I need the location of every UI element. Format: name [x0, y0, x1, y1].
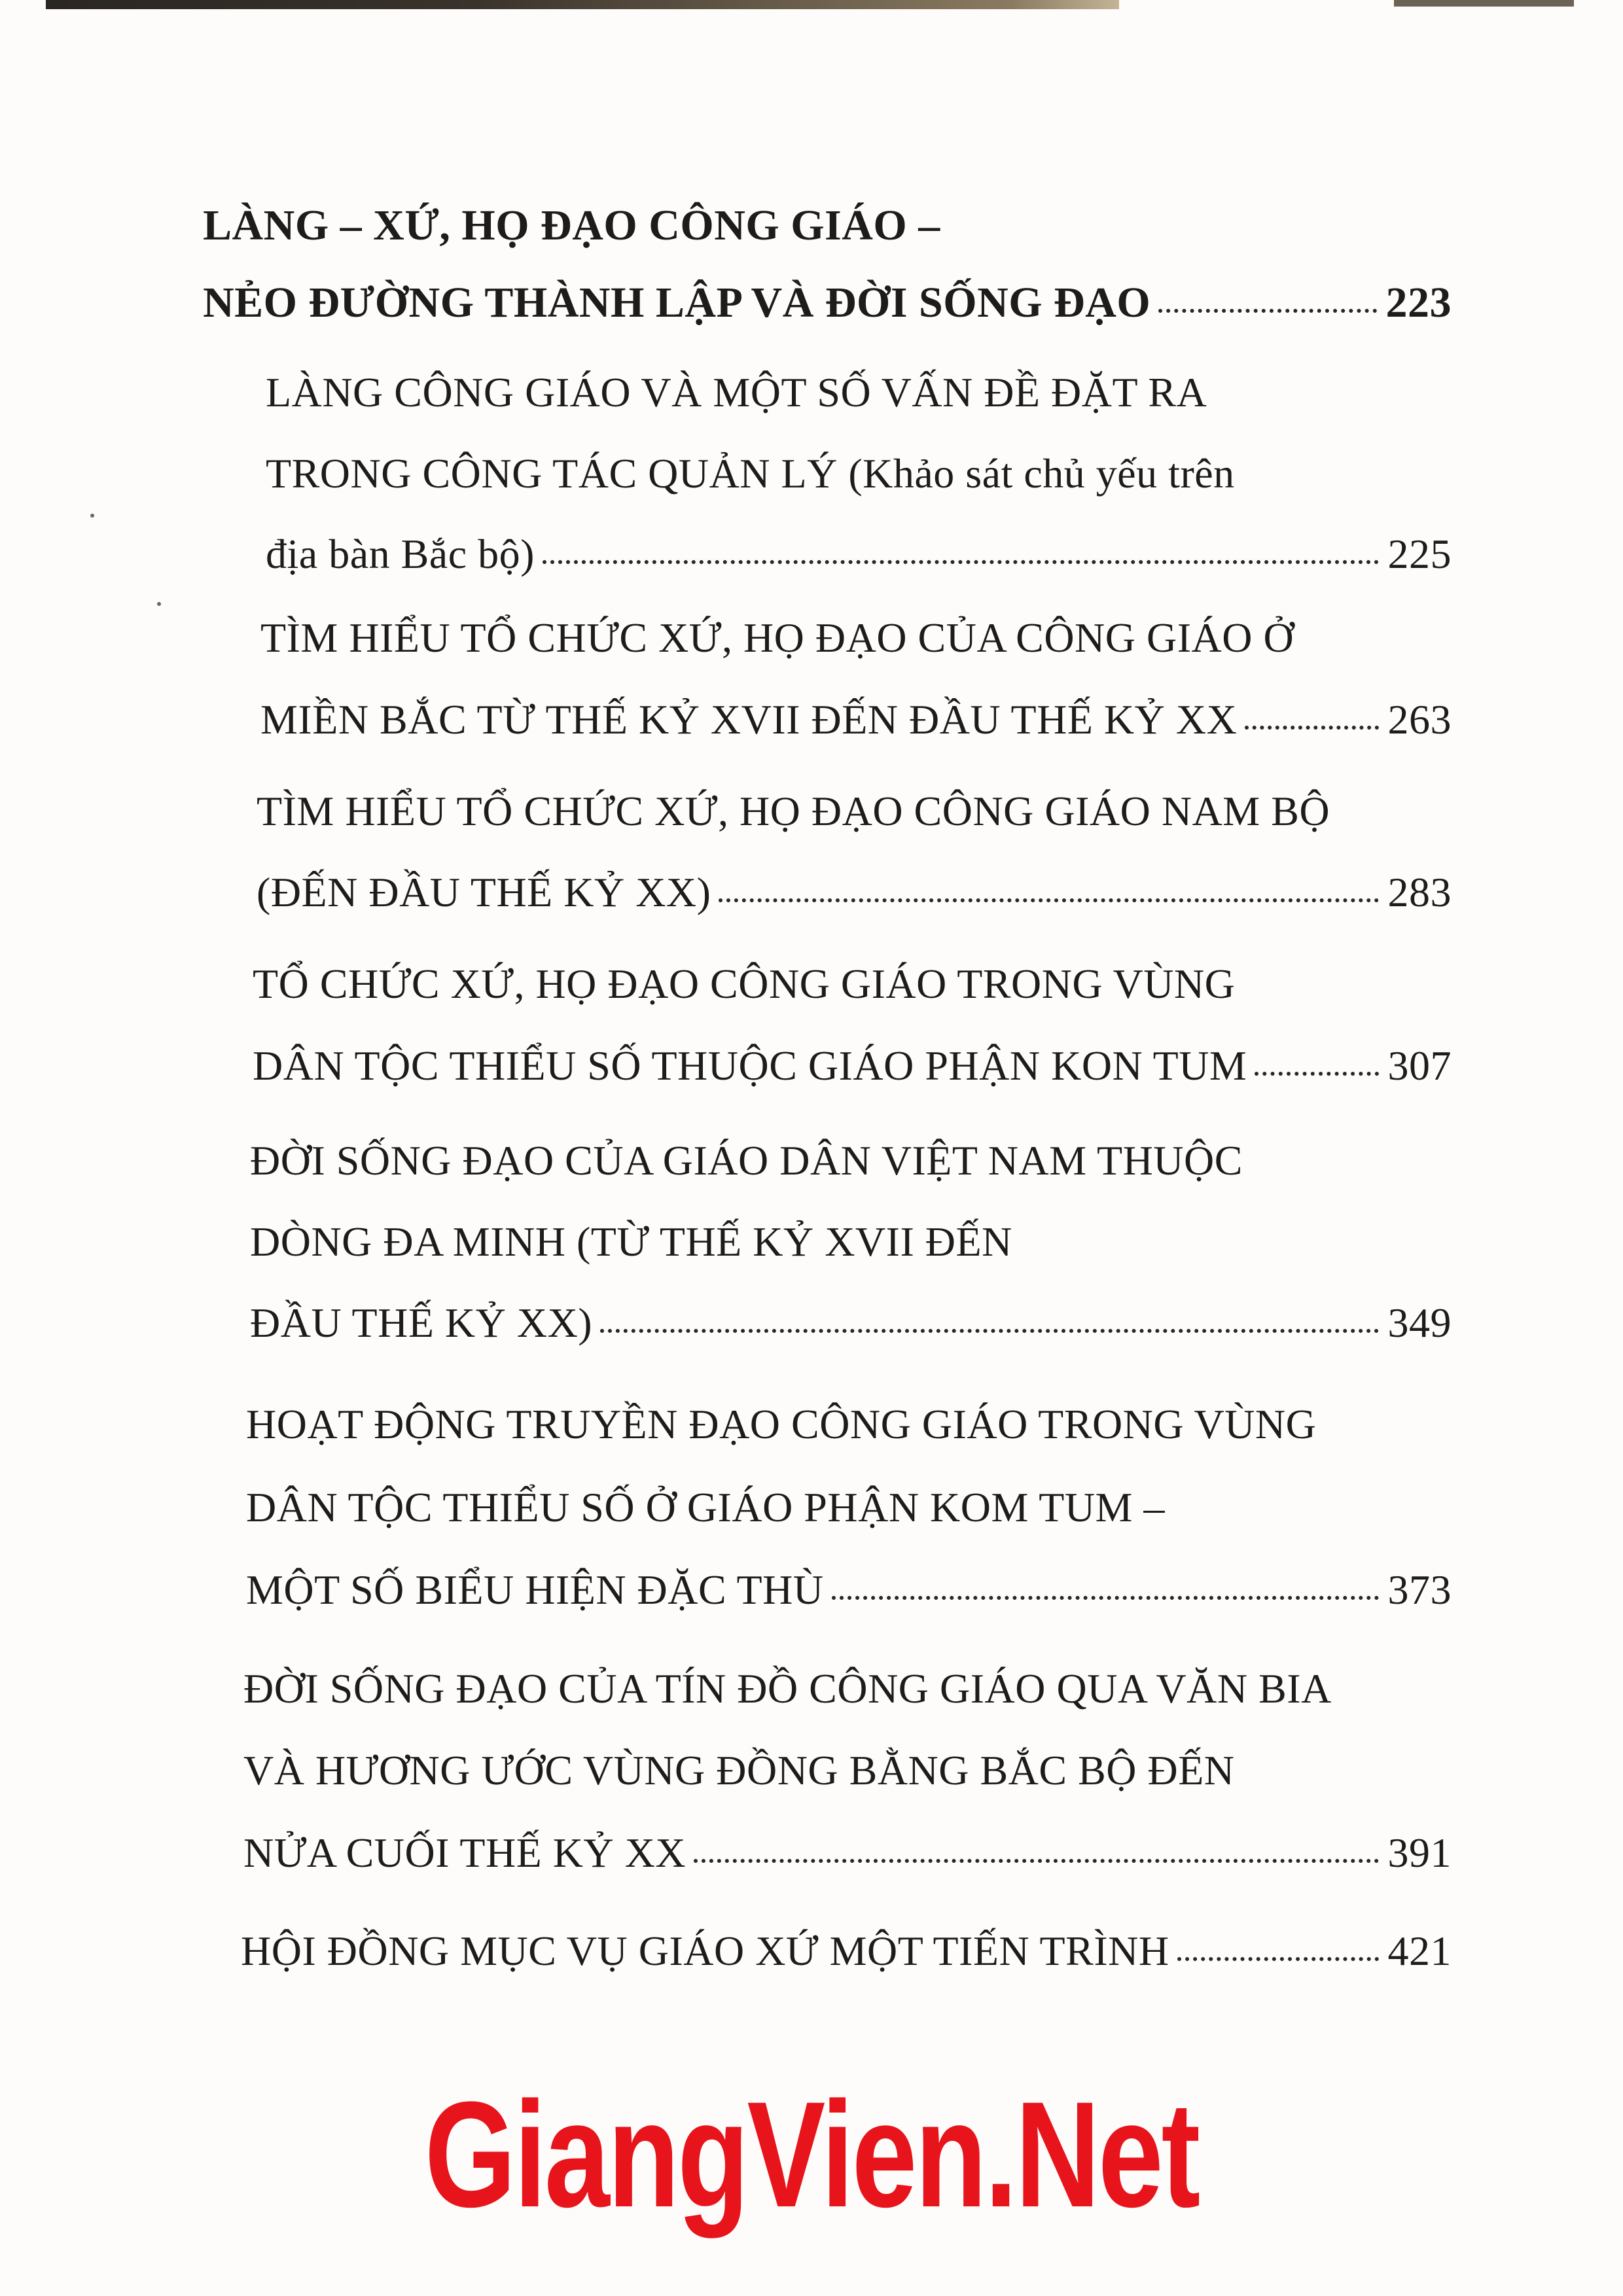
dot-leader [694, 1859, 1378, 1863]
toc-entry-line [246, 1566, 1452, 1613]
dot-leader [1255, 1072, 1378, 1076]
page-number: 391 [1387, 1829, 1452, 1876]
dot-leader [1177, 1957, 1379, 1961]
entry-title-text: DÂN TỘC THIỂU SỐ THUỘC GIÁO PHẬN KON TUM [253, 1042, 1247, 1089]
entry-title-text: VÀ HƯƠNG ƯỚC VÙNG ĐỒNG BẰNG BẮC BỘ ĐẾN [243, 1747, 1235, 1793]
page-number: 349 [1387, 1299, 1452, 1346]
watermark-logo: GiangVien.Net [424, 2070, 1199, 2238]
page-number: 283 [1387, 869, 1452, 915]
toc-entry-line [260, 614, 1294, 661]
entry-title-text: DÂN TỘC THIỂU SỐ Ở GIÁO PHẬN KOM TUM – [246, 1484, 1165, 1530]
toc-entry-line [243, 1665, 1332, 1712]
page-number: 263 [1387, 696, 1452, 743]
entry-title-text: (ĐẾN ĐẦU THẾ KỶ XX) [257, 869, 711, 915]
entry-title-text: địa bàn Bắc bộ) [266, 531, 535, 577]
page-number: 373 [1387, 1566, 1452, 1613]
entry-title-text: NỬA CUỐI THẾ KỶ XX [243, 1829, 687, 1876]
page-number: 223 [1385, 279, 1452, 327]
entry-title-text: HOẠT ĐỘNG TRUYỀN ĐẠO CÔNG GIÁO TRONG VÙNG [246, 1401, 1317, 1447]
dot-leader [832, 1596, 1379, 1600]
entry-title-text: NẺO ĐƯỜNG THÀNH LẬP VÀ ĐỜI SỐNG ĐẠO [203, 279, 1151, 327]
section-heading-line [203, 281, 1452, 325]
entry-title-text: HỘI ĐỒNG MỤC VỤ GIÁO XỨ MỘT TIẾN TRÌNH [241, 1928, 1169, 1974]
toc-entry-line [253, 1042, 1452, 1089]
entry-title-text: LÀNG – XỨ, HỌ ĐẠO CÔNG GIÁO – [203, 202, 940, 249]
toc-entry-line [257, 869, 1452, 915]
entry-title-text: TỔ CHỨC XỨ, HỌ ĐẠO CÔNG GIÁO TRONG VÙNG [253, 961, 1236, 1007]
toc-entry-line [253, 963, 1235, 1005]
entry-title-text: ĐỜI SỐNG ĐẠO CỦA GIÁO DÂN VIỆT NAM THUỘC [250, 1137, 1243, 1184]
toc-entry-line [266, 450, 1235, 497]
toc-entry-line [243, 1829, 1452, 1876]
entry-title-text: TÌM HIỂU TỔ CHỨC XỨ, HỌ ĐẠO CỦA CÔNG GIÁO Ở [260, 614, 1294, 661]
toc-entry-line [246, 1484, 1165, 1530]
entry-title-text: MỘT SỐ BIỂU HIỆN ĐẶC THÙ [246, 1566, 824, 1613]
entry-title-text: TRONG CÔNG TÁC QUẢN LÝ (Khảo sát chủ yếu trên [266, 450, 1235, 497]
toc-entry-line [246, 1401, 1317, 1447]
toc-entry-line [266, 369, 1207, 415]
toc-entry-line [257, 790, 1330, 832]
toc-entry-line [266, 533, 1452, 575]
entry-title-text: MIỀN BẮC TỪ THẾ KỶ XVII ĐẾN ĐẦU THẾ KỶ XX [260, 696, 1238, 743]
page-number: 307 [1387, 1042, 1452, 1089]
dot-leader [1245, 726, 1378, 730]
entry-title-text: DÒNG ĐA MINH (TỪ THẾ KỶ XVII ĐẾN [250, 1218, 1012, 1265]
page-number: 225 [1387, 531, 1452, 577]
toc-entry-line [241, 1930, 1452, 1972]
toc-entry-line [250, 1218, 1012, 1265]
dot-leader [600, 1329, 1378, 1333]
entry-title-text: ĐẦU THẾ KỶ XX) [250, 1299, 593, 1346]
entry-title-text: ĐỜI SỐNG ĐẠO CỦA TÍN ĐỒ CÔNG GIÁO QUA VĂN BIA [243, 1665, 1332, 1712]
dot-leader [1158, 309, 1376, 313]
entry-title-text: TÌM HIỂU TỔ CHỨC XỨ, HỌ ĐẠO CÔNG GIÁO NAM BỘ [257, 788, 1330, 834]
dot-leader [719, 898, 1378, 902]
section-heading-line [203, 204, 940, 247]
dot-leader [543, 560, 1379, 564]
page-number: 421 [1387, 1928, 1452, 1974]
toc-entry-line [260, 696, 1452, 743]
entry-title-text: LÀNG CÔNG GIÁO VÀ MỘT SỐ VẤN ĐỀ ĐẶT RA [266, 369, 1207, 415]
toc-entry-line [250, 1137, 1243, 1184]
toc-entry-line [250, 1299, 1452, 1346]
toc-entry-line [243, 1747, 1235, 1793]
